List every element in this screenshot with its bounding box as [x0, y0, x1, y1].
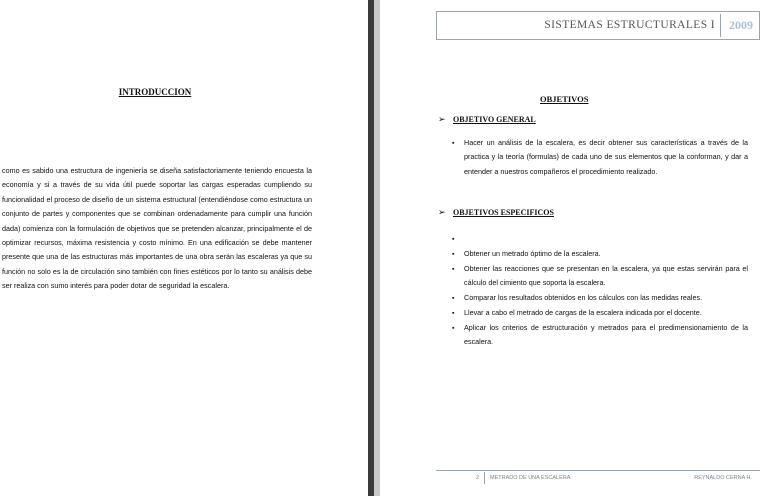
- footer-title: METRADO DE UNA ESCALERA: [490, 475, 571, 481]
- bullet-icon: ▪: [452, 325, 455, 332]
- footer-divider: [484, 472, 485, 484]
- bullet-icon: ▪: [452, 295, 455, 302]
- specific-objective-item: Aplicar los criterios de estructuración y metrados para el predimensionamiento de la escalera.: [464, 323, 748, 347]
- introduction-heading: INTRODUCCION: [118, 87, 192, 97]
- bullet-icon: ▪: [452, 251, 455, 258]
- specific-objective-item: Obtener las reacciones que se presentan en la escalera, ya que estas servirán para el cálculo del cimiento que soporta la escalera.: [464, 264, 748, 288]
- objectives-heading: OBJETIVOS: [540, 94, 589, 104]
- bullet-icon: ▪: [452, 266, 455, 273]
- specific-objective-item: Llevar a cabo el metrado de cargas de la escalera indicada por el docente.: [464, 308, 702, 317]
- introduction-paragraph: como es sabido una estructura de ingeniería se diseña satisfactoriamente teniendo encuesta la economía y si a través de su vida útil puede soportar las cargas esperadas cumpliendo su funcionalidad el proceso de diseño de un sistema estructural (entendiéndose como estructura un conjunto de partes y componentes que se combinan ordenadamente para cumplir una función dada) comienza con la formulación de objetivos que se pretenden alcanzar, principalmente el de optimizar recursos, máxima resistencia y costo mínimo. En una edificación se debe mantener presente que una de las estructuras más importantes de una obra serán las escaleras ya que su función no solo es la de circulación sino también con fines estéticos por lo tanto su análisis debe ser realiza con sumo interés para poder dotar de seguridad la escalera.: [2, 166, 312, 291]
- arrow-bullet-icon: ➢: [438, 114, 446, 124]
- header-divider: [720, 14, 721, 37]
- bullet-icon: ▪: [452, 236, 455, 243]
- bullet-icon: ▪: [452, 140, 455, 147]
- footer-page-number: 2: [476, 475, 480, 481]
- general-objective-heading: OBJETIVO GENERAL: [453, 115, 536, 124]
- bullet-icon: ▪: [452, 310, 455, 317]
- footer-author: REYNALDO CERNA H.: [694, 475, 752, 481]
- arrow-bullet-icon: ➢: [438, 207, 446, 217]
- specific-objectives-heading: OBJETIVOS ESPECIFICOS: [453, 208, 554, 217]
- left-page: [0, 0, 368, 496]
- right-page: [380, 0, 761, 496]
- general-objective-item: Hacer un análisis de la escalera, es decir obtener sus características a través de la practica y la teoría (formulas) de cada uno de sus elementos que la conforman, y dar a entender a nuestros compañeros el procedimiento realizado.: [464, 138, 748, 176]
- specific-objective-item: Comparar los resultados obtenidos en los cálculos con las medidas reales.: [464, 293, 703, 302]
- header-year: 2009: [729, 18, 753, 32]
- specific-objective-item: Obtener un metrado óptimo de la escalera.: [464, 249, 601, 258]
- page-footer: [436, 470, 760, 485]
- header-title: SISTEMAS ESTRUCTURALES I: [544, 19, 715, 31]
- page-header: [436, 11, 760, 40]
